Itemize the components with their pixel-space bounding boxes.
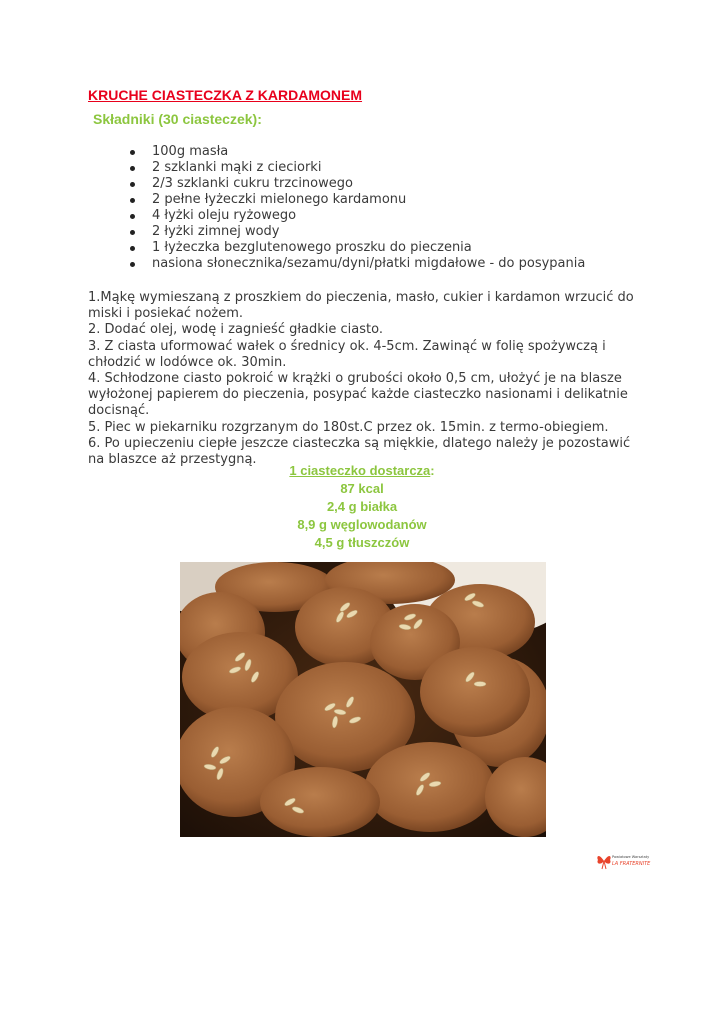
bullet-icon [130, 198, 135, 203]
butterfly-icon [596, 852, 612, 870]
step-paragraph: 1.Mąkę wymieszaną z proszkiem do pieczenia, masło, cukier i kardamon wrzucić do miski i posiekać nożem. [88, 290, 634, 322]
list-item [127, 240, 585, 256]
step-paragraph: 5. Piec w piekarniku rozgrzanym do 180st.C przez ok. 15min. z termo-obiegiem. [88, 419, 609, 435]
ingredient-text: 2 pełne łyżeczki mielonego kardamonu [152, 192, 407, 207]
step-paragraph: 6. Po upieczeniu ciepłe jeszcze ciasteczka są miękkie, dlatego należy je pozostawić na blaszce aż przestygną. [88, 435, 631, 468]
list-item [127, 144, 585, 160]
recipe-title: KRUCHE CIASTECZKA Z KARDAMONEM [88, 87, 363, 103]
brand-logo [596, 852, 651, 874]
preparation-steps [88, 290, 636, 468]
ingredients-list [127, 144, 585, 272]
bullet-icon [130, 262, 135, 267]
list-item [127, 192, 585, 208]
list-item [127, 224, 585, 240]
step-paragraph: 2. Dodać olej, wodę i zagnieść gładkie ciasto. [88, 322, 383, 338]
bullet-icon [130, 150, 135, 155]
bullet-icon [130, 182, 135, 187]
logo-line-1: Powiatowe Warsztaty [612, 855, 650, 859]
ingredient-text: nasiona słonecznika/sezamu/dyni/płatki migdałowe - do posypania [152, 256, 586, 271]
ingredient-text: 2 szklanki mąki z cieciorki [152, 160, 322, 175]
nutrition-heading-text: 1 ciasteczko dostarcza [289, 463, 431, 478]
bullet-icon [130, 230, 135, 235]
cookie-pile [180, 562, 546, 837]
cookies-photo-image [180, 562, 546, 837]
list-item [127, 176, 585, 192]
ingredient-text: 1 łyżeczka bezglutenowego proszku do pieczenia [152, 240, 472, 255]
nutrition-box [88, 462, 636, 552]
ingredient-text: 2/3 szklanki cukru trzcinowego [152, 176, 353, 191]
nutrition-heading [88, 462, 636, 480]
nutrition-kcal: 87 kcal [340, 481, 384, 496]
list-item [127, 256, 585, 272]
ingredient-text: 4 łyżki oleju ryżowego [152, 208, 297, 223]
step-paragraph: 3. Z ciasta uformować wałek o średnicy ok. 4-5cm. Zawinąć w folię spożywczą i chłodzić w lodówce ok. 30min. [88, 338, 606, 370]
ingredient-text: 2 łyżki zimnej wody [152, 224, 280, 239]
list-item [127, 208, 585, 224]
list-item [127, 160, 585, 176]
nutrition-carbs: 8,9 g węglowodanów [297, 517, 427, 532]
bullet-icon [130, 214, 135, 219]
bullet-icon [130, 246, 135, 251]
step-paragraph: 4. Schłodzone ciasto pokroić w krążki o grubości około 0,5 cm, ułożyć je na blasze wyłożonej papierem do pieczenia, posypać każde ciasteczko nasionami i delikatnie docisnąć. [88, 371, 628, 419]
bullet-icon [130, 166, 135, 171]
nutrition-protein: 2,4 g białka [326, 499, 398, 514]
ingredients-heading: Składniki (30 ciasteczek): [93, 111, 262, 127]
ingredient-text: 100g masła [152, 144, 229, 159]
logo-line-2: LA FRATERNITE [612, 861, 651, 867]
nutrition-fat: 4,5 g tłuszczów [314, 535, 410, 550]
nutrition-heading-colon: : [430, 463, 435, 478]
cookies-photo [180, 562, 546, 837]
